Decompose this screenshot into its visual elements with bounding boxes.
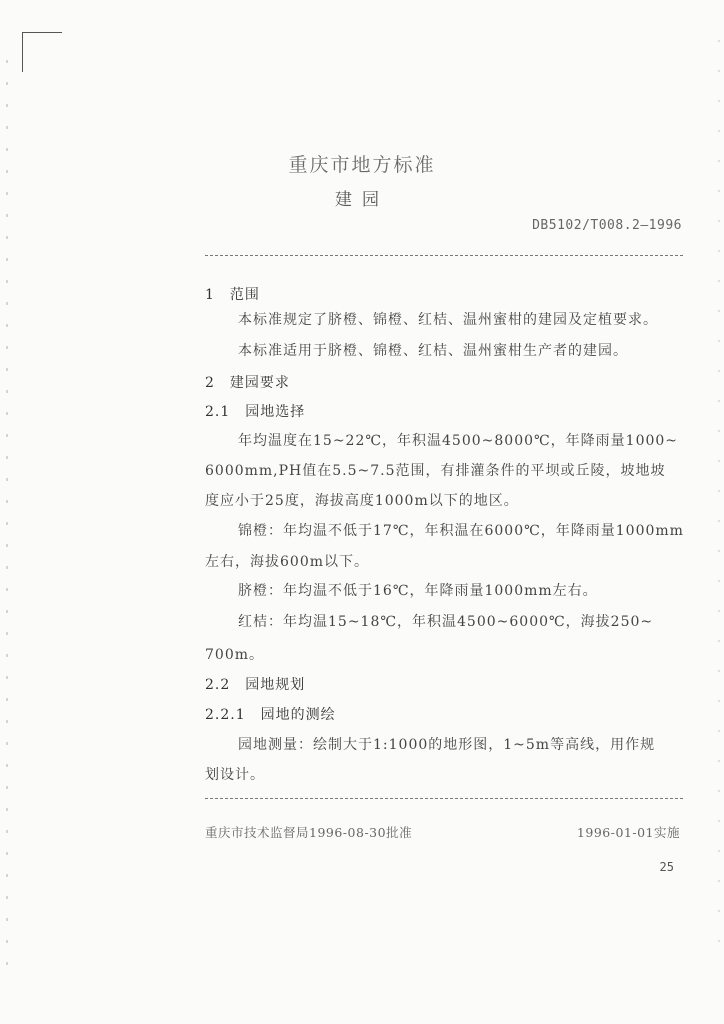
document-subtitle: 建园: [335, 190, 389, 210]
section-2-heading: 2 建园要求: [205, 375, 290, 391]
paragraph-line: 本标准规定了脐橙、锦橙、红桔、温州蜜柑的建园及定植要求。: [238, 312, 658, 328]
crop-mark-vertical: [22, 32, 23, 72]
standard-number: DB5102/T008.2—1996: [532, 218, 682, 233]
paragraph-line: 脐橙：年均温不低于16℃，年降雨量1000mm左右。: [238, 583, 598, 599]
header-divider: [205, 255, 683, 256]
paragraph-line: 园地测量：绘制大于1:1000的地形图，1~5m等高线，用作规: [238, 737, 656, 753]
page-number: 25: [659, 860, 674, 874]
paragraph-line: 本标准适用于脐橙、锦橙、红桔、温州蜜柑生产者的建园。: [238, 343, 628, 359]
paragraph-line: 年均温度在15~22℃，年积温4500~8000℃，年降雨量1000~: [238, 433, 679, 449]
section-2-2-1-heading: 2.2.1 园地的测绘: [205, 707, 336, 723]
paragraph-line: 左右，海拔600m以下。: [205, 554, 369, 570]
paragraph-line: 6000mm,PH值在5.5~7.5范围，有排灌条件的平坝或丘陵，坡地坡: [205, 463, 666, 479]
crop-mark-horizontal: [22, 32, 62, 33]
approval-note: 重庆市技术监督局1996-08-30批准: [205, 825, 413, 840]
footer-divider: [205, 798, 683, 799]
scan-edge-right: [718, 40, 720, 970]
section-1-heading: 1 范围: [205, 287, 260, 303]
paragraph-line: 划设计。: [205, 767, 265, 783]
paragraph-line: 度应小于25度，海拔高度1000m以下的地区。: [205, 493, 519, 509]
paragraph-line: 红桔：年均温15~18℃，年积温4500~6000℃，海拔250~: [238, 614, 654, 630]
paragraph-line: 锦橙：年均温不低于17℃，年积温在6000℃，年降雨量1000mm: [238, 523, 684, 539]
document-title: 重庆市地方标准: [288, 154, 436, 176]
paragraph-line: 700m。: [205, 647, 264, 663]
section-2-2-heading: 2.2 园地规划: [205, 677, 306, 693]
implementation-date: 1996-01-01实施: [576, 825, 680, 840]
section-2-1-heading: 2.1 园地选择: [205, 404, 306, 420]
